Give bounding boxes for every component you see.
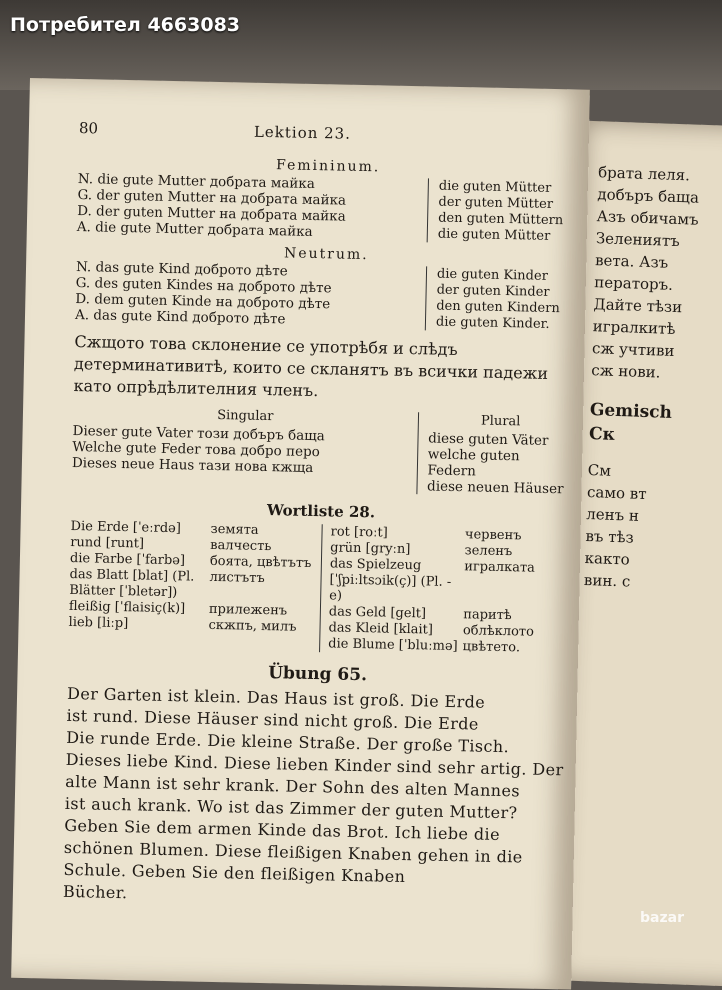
right-line: ленъ н xyxy=(585,504,640,525)
right-heading: Gemisch xyxy=(589,400,673,423)
decl-plural: der guten Mütter xyxy=(438,194,554,212)
word-row xyxy=(329,556,570,609)
decl-plural: die guten Mütter xyxy=(438,178,552,196)
german-word: das Kleid [klait] xyxy=(328,620,434,638)
right-line: само вт xyxy=(586,483,647,504)
german-word: das Spielzeug [ˈʃpiːltsɔik(ç)] (Pl. -e) xyxy=(329,556,452,604)
right-line: въ тѣз xyxy=(585,526,635,547)
german-word: das Geld [gelt] xyxy=(328,604,427,622)
german-word: Die Erde [ˈeːrdə] xyxy=(70,518,182,537)
bulgarian-word: боята, цвѣтътъ xyxy=(209,553,312,571)
bulgarian-word: червенъ xyxy=(464,527,522,544)
exercise-line: ist auch krank. Wo ist das Zimmer der guten Mutter? xyxy=(64,793,518,823)
exercise-line: Bücher. xyxy=(62,881,128,903)
decl-line: G. der guten Mutter на добрата майка xyxy=(77,187,347,209)
decl-plural: den guten Kindern xyxy=(436,298,560,317)
right-line: Азъ обичамъ xyxy=(596,207,699,229)
page-number: 80 xyxy=(78,119,99,138)
exercise-line: Dieses liebe Kind. Diese lieben Kinder sind sehr artig. Der xyxy=(65,749,564,780)
word-row xyxy=(69,567,321,604)
neutrum-table xyxy=(75,259,576,333)
right-line: сж нови. xyxy=(590,361,661,382)
decl-line: N. die gute Mutter добрата майка xyxy=(77,171,316,192)
decl-plural: die guten Kinder. xyxy=(435,314,550,332)
right-line: както xyxy=(584,548,631,569)
bulgarian-word: прилеженъ xyxy=(208,601,288,619)
decl-line: D. der guten Mutter на добрата майка xyxy=(77,203,346,225)
exercise-line: Die runde Erde. Die kleine Straße. Der große Tisch. xyxy=(65,727,510,757)
exercise-line: schönen Blumen. Diese fleißigen Knaben gehen in die xyxy=(63,837,523,867)
exercise-line: alte Mann ist sehr krank. Der Sohn des alten Mannes xyxy=(65,771,521,801)
exercise-line: Geben Sie dem armen Kinde das Brot. Ich liebe die xyxy=(64,815,501,845)
plural-line: welche guten Federn xyxy=(427,446,520,480)
bulgarian-word: скжпъ, милъ xyxy=(208,617,297,635)
user-badge: Потребител 4663083 xyxy=(10,14,241,36)
bulgarian-word: игралката xyxy=(464,559,536,576)
bulgarian-word: облѣклото xyxy=(462,623,535,640)
right-line: игралкитѣ xyxy=(592,317,676,338)
decl-line: A. das gute Kind доброто дѣте xyxy=(74,306,286,328)
german-word: lieb [liːp] xyxy=(68,614,129,632)
page-header xyxy=(79,119,579,157)
exercise-line: Der Garten ist klein. Das Haus ist groß. Die Erde xyxy=(66,683,486,712)
german-word: rot [roːt] xyxy=(330,524,388,541)
german-word: rund [runt] xyxy=(70,534,145,552)
bulgarian-word: паритѣ xyxy=(463,607,512,624)
right-line: вета. Азъ xyxy=(594,251,669,272)
german-word: fleißig [ˈflaisiç(k)] xyxy=(68,598,186,617)
page-title: Lektion 23. xyxy=(253,122,352,143)
decl-line: N. das gute Kind доброто дѣте xyxy=(75,259,288,280)
left-page xyxy=(11,78,590,990)
decl-plural: der guten Kinder xyxy=(436,282,550,300)
wortliste-table xyxy=(68,519,571,657)
exercise-title: Übung 65. xyxy=(267,663,368,686)
right-line: См xyxy=(587,461,612,480)
exercise-text xyxy=(63,683,567,913)
right-line: Дайте тѣзи xyxy=(593,295,683,317)
bulgarian-word: цвѣтето. xyxy=(462,639,521,656)
wortliste-title: Wortliste 28. xyxy=(266,501,376,522)
exercise-line: Schule. Geben Sie den fleißigen Knaben xyxy=(63,859,406,887)
right-page-text xyxy=(584,161,722,596)
decl-plural: die guten Mütter xyxy=(437,226,551,244)
decl-plural: den guten Müttern xyxy=(437,210,564,229)
right-line: сж учтиви xyxy=(591,339,675,360)
german-word: die Blume [ˈbluːmə] xyxy=(328,636,458,655)
singular-plural-table xyxy=(71,405,573,497)
singular-line: Welche gute Feder това добро перо xyxy=(72,438,320,461)
german-word: grün [gryːn] xyxy=(330,540,411,558)
neutrum-heading: Neutrum. xyxy=(283,245,369,264)
german-word: das Blatt [blat] (Pl. Blätter [ˈbletər]) xyxy=(69,566,195,601)
explanation-paragraph: Сжщото това склонение се употрѣбя и слѣдъ детерминативитѣ, които се скланятъ въ всички падежи като опрѣдѣлителния членъ. xyxy=(73,331,549,401)
singular-heading: Singular xyxy=(216,407,274,425)
page-content xyxy=(63,119,579,913)
bulgarian-word: валчесть xyxy=(210,537,272,555)
german-word: die Farbe [ˈfarbə] xyxy=(69,550,186,569)
bulgarian-word: листътъ xyxy=(209,569,265,587)
plural-line: diese guten Väter xyxy=(427,430,549,449)
right-heading: Ск xyxy=(588,424,616,445)
plural-line: diese neuen Häuser xyxy=(426,478,564,498)
decl-line: A. die gute Mutter добрата майка xyxy=(76,219,313,240)
bulgarian-word: земята xyxy=(210,521,259,538)
bulgarian-word: зеленъ xyxy=(464,543,513,560)
femininum-heading: Femininum. xyxy=(275,157,381,176)
right-line: добъръ баща xyxy=(597,185,700,207)
femininum-table xyxy=(77,171,578,245)
watermark: bazar xyxy=(640,910,684,926)
right-line: брата леля. xyxy=(597,163,691,185)
singular-line: Dieser gute Vater този добъръ баща xyxy=(72,422,325,445)
right-line: Зелениятъ xyxy=(595,229,681,251)
decl-line: D. dem guten Kinde на доброто дѣте xyxy=(75,291,331,313)
plural-heading: Plural xyxy=(480,413,521,430)
singular-line: Dieses neue Haus тази нова кжща xyxy=(71,454,314,477)
right-line: ператоръ. xyxy=(594,273,674,294)
exercise-line: ist rund. Diese Häuser sind nicht groß. Die Erde xyxy=(66,705,479,734)
right-line: вин. с xyxy=(583,570,631,591)
decl-plural: die guten Kinder xyxy=(436,266,549,284)
decl-line: G. des guten Kindes на доброто дѣте xyxy=(75,275,332,297)
